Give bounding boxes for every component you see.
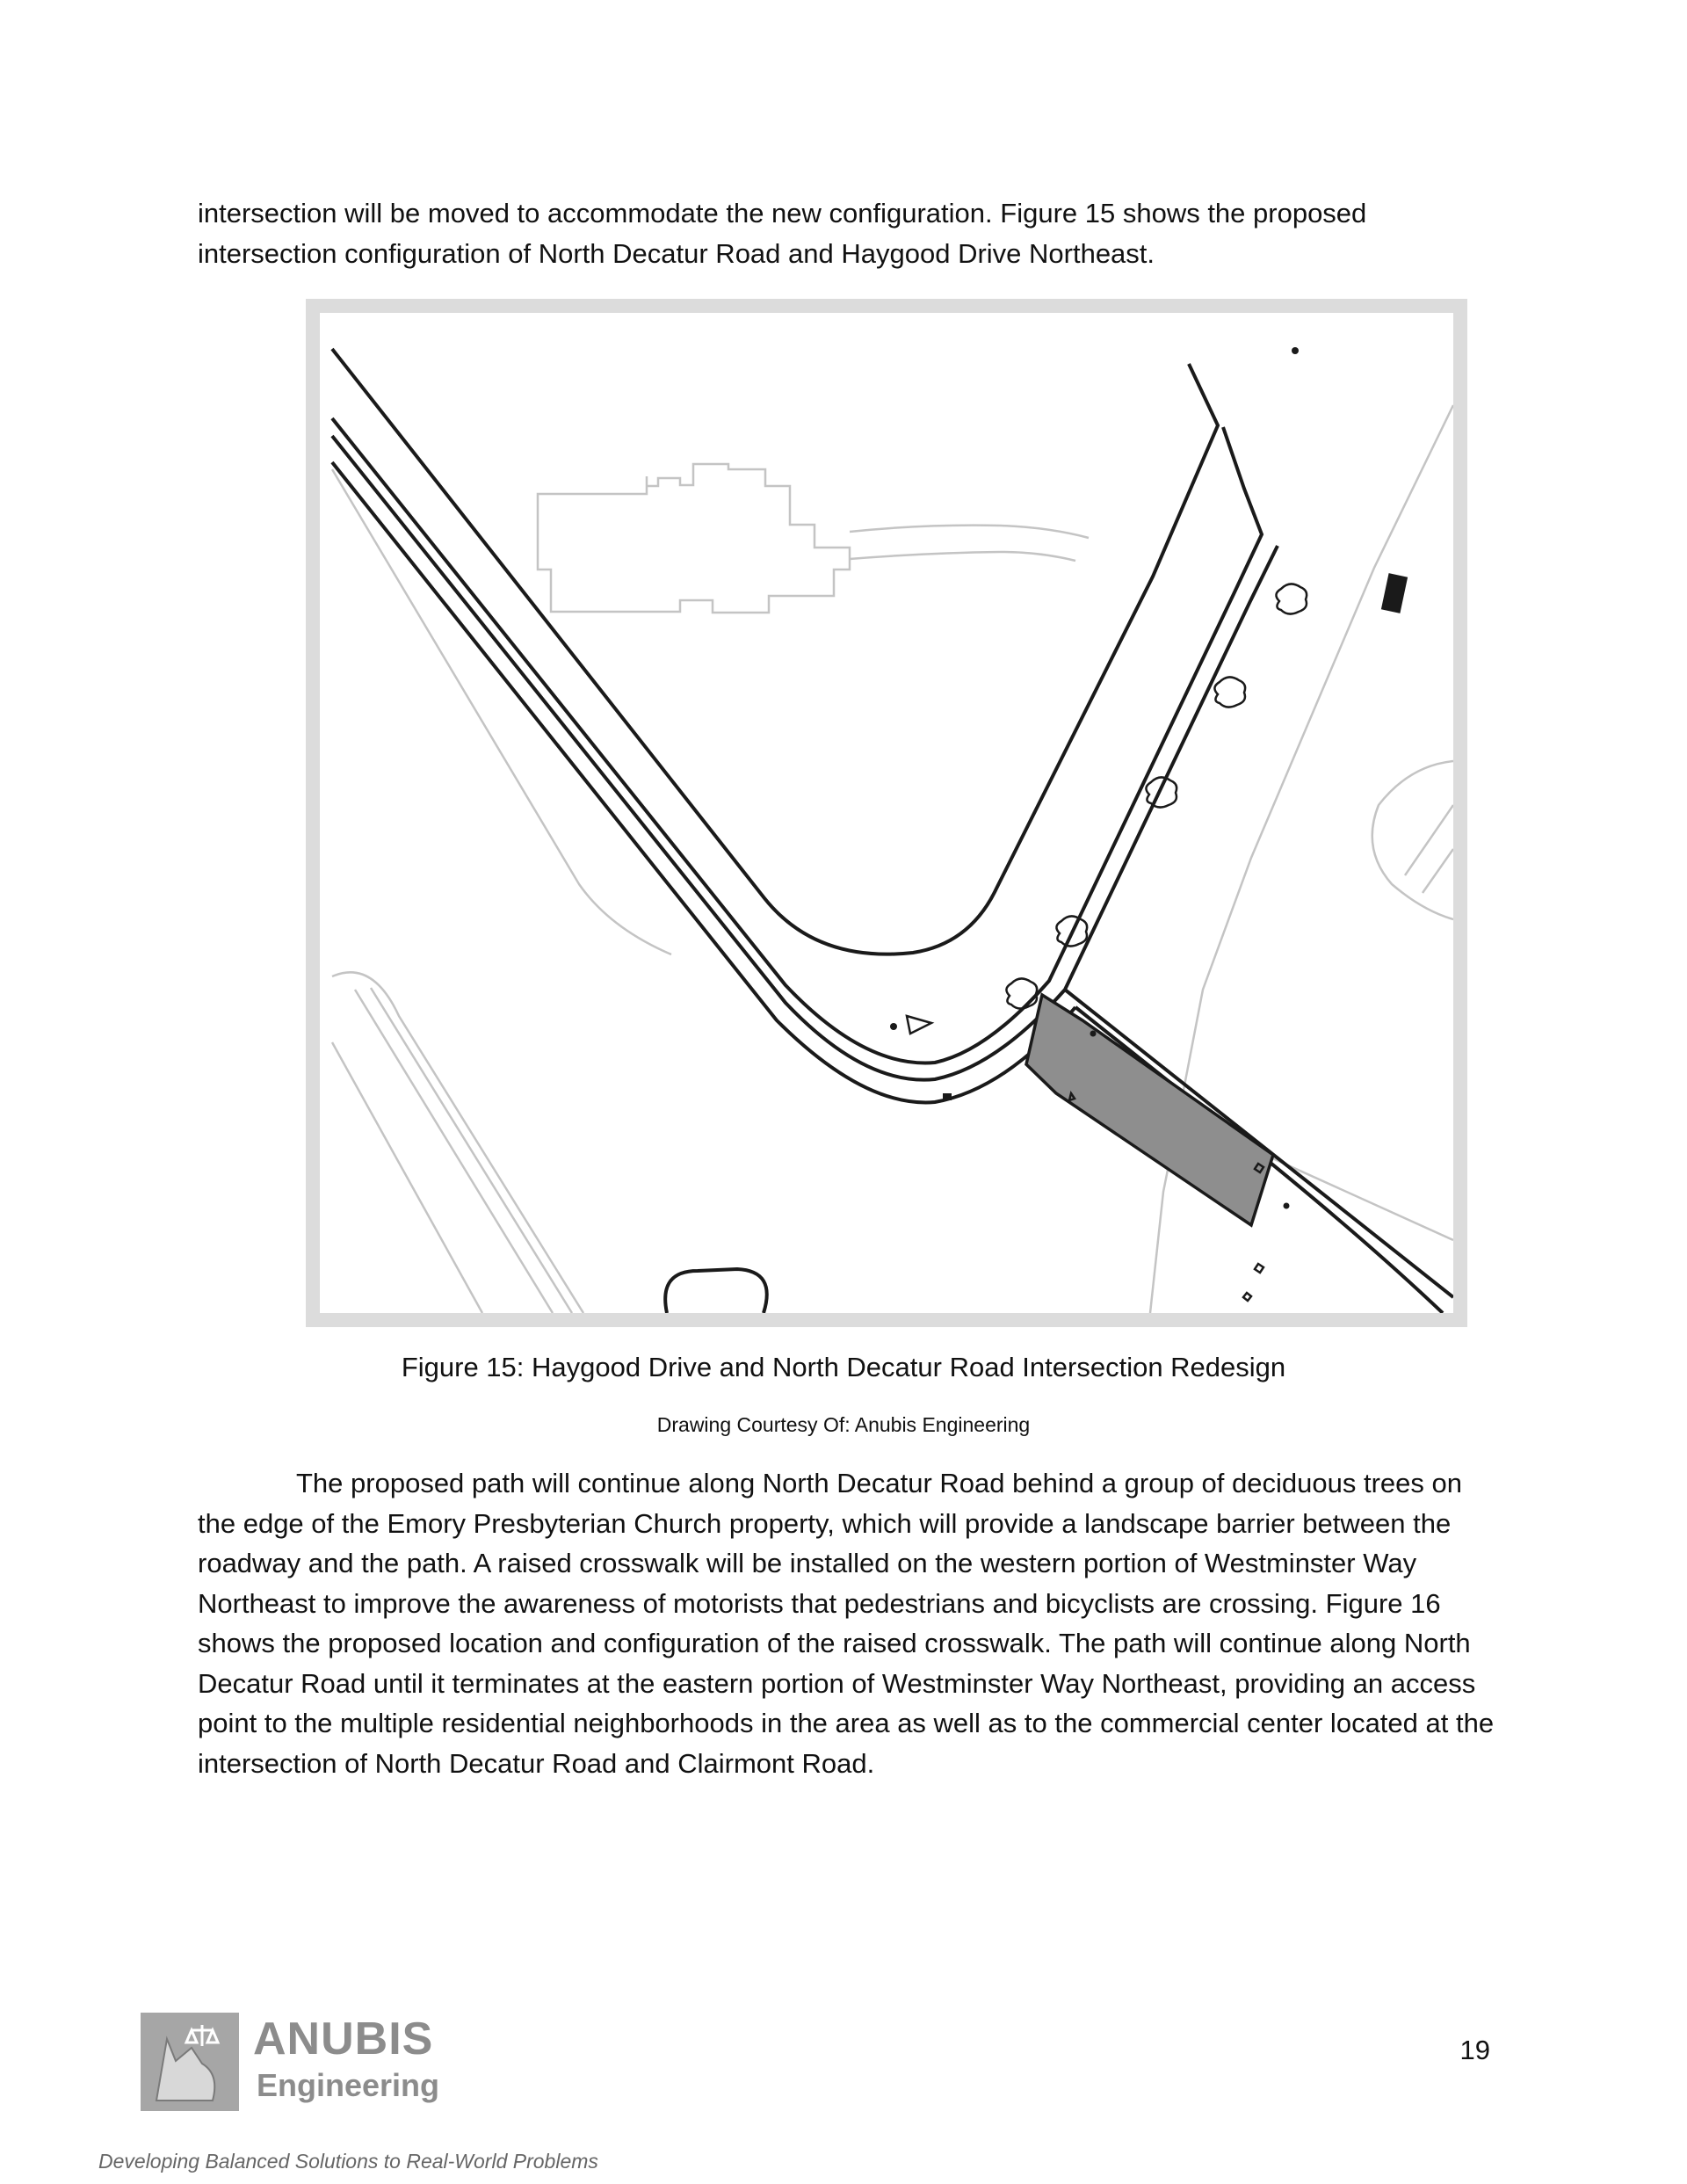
body-paragraph-1: intersection will be moved to accommodate the new configuration. Figure 15 shows the proposed intersection configuration of North Decatur Road and Haygood Drive Northeast. — [198, 198, 1367, 269]
road-inner-edge-line-1 — [332, 418, 1262, 1063]
tree-icon — [1006, 978, 1037, 1008]
parcel-line-3 — [1405, 805, 1453, 875]
road-outer-edge-line — [332, 349, 1218, 954]
lower-road-1 — [332, 972, 583, 1313]
figure-15-drawing — [306, 299, 1467, 1327]
footer-tagline: Developing Balanced Solutions to Real-World Problems — [98, 2150, 598, 2173]
post-marker — [1292, 347, 1299, 354]
logo-subtitle: Engineering — [257, 2067, 440, 2103]
path-edge-light — [332, 469, 671, 954]
small-sign-icon — [1255, 1264, 1263, 1273]
anubis-jackal-logo-icon — [141, 2013, 239, 2111]
building-outline — [538, 464, 850, 613]
sign-block — [1381, 573, 1408, 613]
intersection-plan-svg — [320, 313, 1453, 1313]
tree-icon — [1146, 777, 1177, 807]
lower-road-2 — [355, 990, 553, 1313]
raised-crosswalk — [1026, 995, 1273, 1225]
right-parcel-cross — [1269, 1157, 1453, 1240]
page-number: 19 — [1459, 2035, 1490, 2065]
body-paragraph-2-text: The proposed path will continue along North Decatur Road behind a group of deciduous trees on the edge of the Emory Presbyterian Church property, which will provide a landscape barrier between the roadway and the path. A raised crosswalk will be installed on the western portion of Westminster Way Northeast to improve the awareness of motorists that pedestrians and bicyclists are crossing. Figure 16 shows the proposed location and configuration of the raised crosswalk. The path will continue along North Decatur Road until it terminates at the eastern portion of Westminster Way Northeast, providing an access point to the multiple residential neighborhoods in the area as well as to the commercial center located at the intersection of North Decatur Road and Clairmont Road. — [198, 1468, 1495, 1779]
cul-de-sac-island — [665, 1269, 767, 1313]
logo-wordmark: ANUBIS — [253, 2013, 434, 2064]
driveway-bottom — [850, 552, 1075, 561]
anubis-logo — [141, 2013, 440, 2111]
figure-credit: Drawing Courtesy Of: Anubis Engineering — [656, 1413, 1031, 1436]
lower-road-4 — [332, 1042, 482, 1313]
inlet-marker — [943, 1093, 952, 1100]
parcel-line-2 — [1372, 761, 1453, 919]
post-marker — [890, 1023, 897, 1030]
road-linework — [332, 349, 1453, 1313]
driveway-top — [850, 526, 1089, 538]
drawing-canvas — [320, 313, 1453, 1313]
parcel-line-4 — [1423, 849, 1453, 893]
tree-icon — [1214, 677, 1245, 707]
small-sign-icon — [1243, 1293, 1251, 1301]
road-inner-edge-line-2 — [332, 436, 1278, 1080]
post-marker — [1284, 1203, 1290, 1209]
yield-sign-icon — [907, 1016, 931, 1034]
tree-icon — [1276, 584, 1307, 613]
figure-caption: Figure 15: Haygood Drive and North Decatur Road Intersection Redesign — [401, 1352, 1286, 1382]
lower-road-3 — [371, 988, 572, 1313]
post-marker — [1090, 1031, 1097, 1037]
body-paragraph-2 — [198, 1463, 1507, 1783]
